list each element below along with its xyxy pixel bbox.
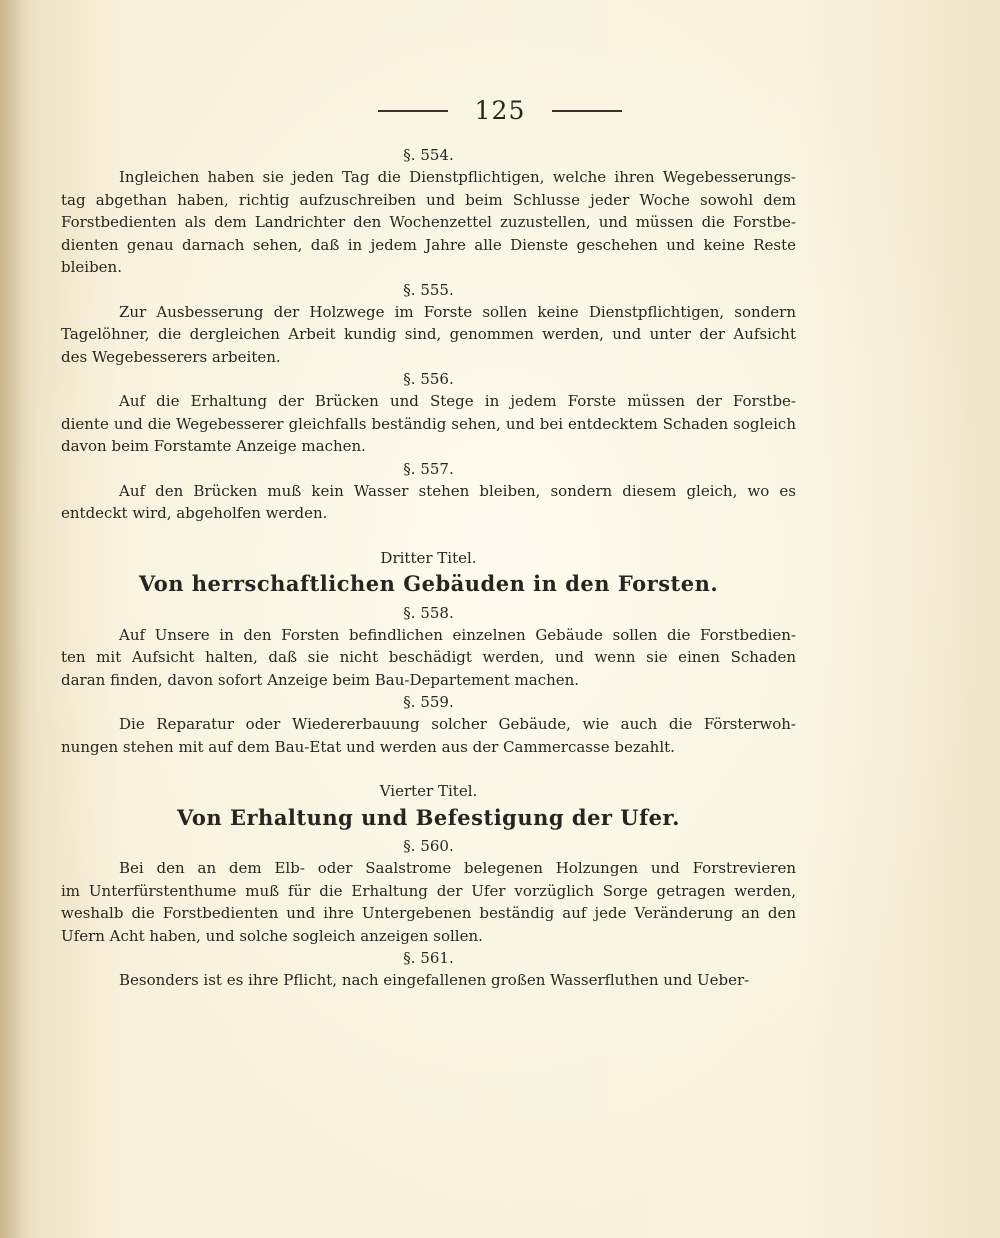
text-line: ten mit Aufsicht halten, daß sie nicht beschädigt werden, und wenn sie einen Schaden (61, 648, 796, 666)
text-line: davon beim Forstamte Anzeige machen. (61, 437, 366, 455)
text-line: Bei den an dem Elb- oder Saalstrome belegenen Holzungen und Forstrevieren (119, 859, 796, 877)
text-line: nungen stehen mit auf dem Bau-Etat und werden aus der Cammercasse bezahlt. (61, 737, 675, 756)
title-heading: Von Erhaltung und Befestigung der Ufer. (177, 804, 680, 830)
text-line: weshalb die Forstbedienten und ihre Untergebenen beständig auf jede Veränderung an den (61, 904, 796, 922)
text-line: daran finden, davon sofort Anzeige beim Bau-Departement machen. (61, 670, 580, 689)
text-line: Tagelöhner, die dergleichen Arbeit kundig sind, genommen werden, und unter der Aufsicht (61, 325, 796, 343)
section-number: §. 560. (403, 837, 454, 855)
title-label: Vierter Titel. (379, 782, 478, 800)
text-line: Auf die Erhaltung der Brücken und Stege in jedem Forste müssen der Forstbe- (119, 392, 796, 410)
text-line: Die Reparatur oder Wiedererbauung solcher Gebäude, wie auch die Försterwoh- (119, 715, 796, 733)
text-line: im Unterfürstenthume muß für die Erhaltung der Ufer vorzüglich Sorge getragen werden, (61, 881, 796, 900)
header-rule-right (552, 110, 622, 112)
section-number: §. 556. (403, 370, 454, 388)
section-paragraph (61, 390, 796, 458)
page-number: 125 (474, 96, 526, 125)
section-number: §. 557. (403, 459, 454, 478)
text-line: Forstbedienten als dem Landrichter den Wochenzettel zuzustellen, und müssen die Forstbe- (61, 213, 796, 231)
text-line: tag abgethan haben, richtig aufzuschreiben und beim Schlusse jeder Woche sowohl dem (61, 190, 796, 209)
text-line: des Wegebesserers arbeiten. (61, 347, 281, 366)
text-line: Ingleichen haben sie jeden Tag die Dienstpflichtigen, welche ihren Wegebesserungs- (119, 168, 796, 186)
page-header (0, 96, 1000, 132)
section-paragraph (61, 969, 796, 992)
section-number: §. 555. (403, 280, 454, 299)
section-number: §. 561. (403, 949, 454, 967)
text-line: dienten genau darnach sehen, daß in jedem Jahre alle Dienste geschehen und keine Reste (61, 235, 796, 254)
page-body (61, 144, 796, 992)
page-gutter-shadow (0, 0, 22, 1238)
section-number: §. 559. (403, 693, 454, 711)
section-paragraph (61, 713, 796, 758)
text-line: Ufern Acht haben, und solche sogleich anzeigen sollen. (61, 926, 483, 945)
text-line: Auf den Brücken muß kein Wasser stehen bleiben, sondern diesem gleich, wo es (119, 481, 796, 500)
section-paragraph (61, 301, 796, 369)
title-label: Dritter Titel. (380, 548, 477, 567)
text-line: entdeckt wird, abgeholfen werden. (61, 504, 328, 522)
text-line: bleiben. (61, 258, 122, 276)
text-line: Auf Unsere in den Forsten befindlichen einzelnen Gebäude sollen die Forstbedien- (119, 625, 796, 644)
header-rule-left (378, 110, 448, 112)
section-paragraph (61, 166, 796, 279)
title-heading: Von herrschaftlichen Gebäuden in den Forsten. (138, 571, 719, 596)
section-paragraph (61, 624, 796, 692)
text-line: Zur Ausbesserung der Holzwege im Forste sollen keine Dienstpflichtigen, sondern (119, 302, 796, 321)
section-number: §. 558. (403, 603, 454, 622)
text-line: diente und die Wegebesserer gleichfalls beständig sehen, und bei entdecktem Schaden sogleich (61, 414, 796, 433)
section-paragraph (61, 857, 796, 947)
section-paragraph (61, 480, 796, 525)
section-number: §. 554. (403, 146, 454, 164)
text-line: Besonders ist es ihre Pflicht, nach eingefallenen großen Wasserfluthen und Ueber- (119, 971, 750, 989)
